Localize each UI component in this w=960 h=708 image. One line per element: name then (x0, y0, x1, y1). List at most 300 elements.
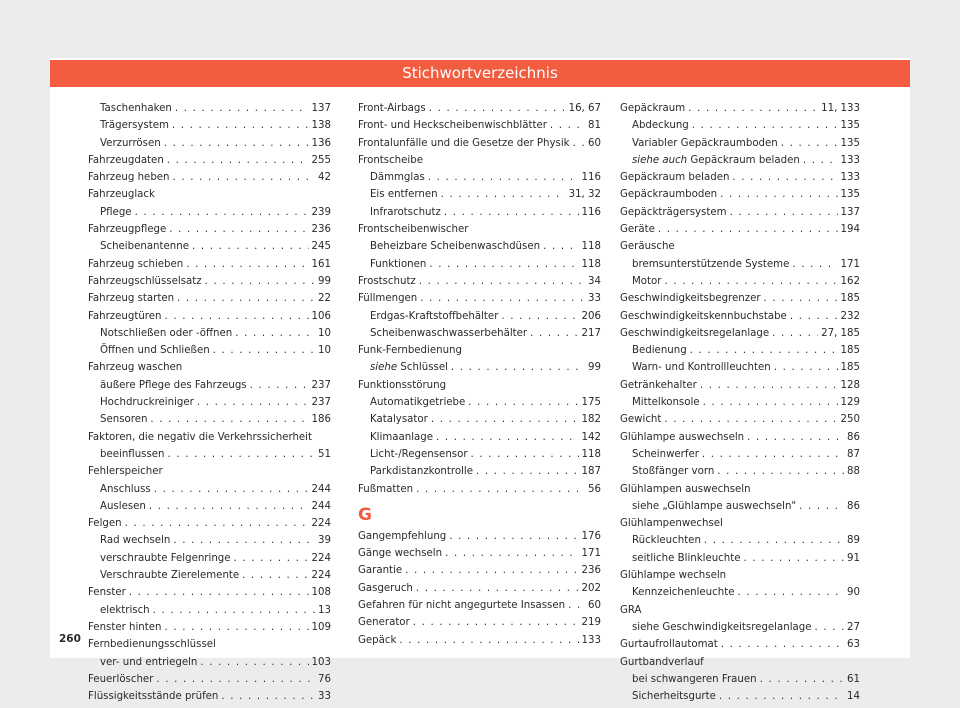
entry-term (620, 152, 800, 169)
entry-term (88, 498, 146, 515)
entry-text: Katalysator (370, 414, 428, 426)
entry-term (88, 117, 169, 134)
dot-leader (760, 671, 844, 688)
index-subentry (358, 308, 601, 325)
entry-page-ref[interactable]: 194 (840, 224, 860, 236)
entry-page-ref[interactable]: 135 (840, 137, 860, 149)
entry-text: Flüssigkeitsstände prüfen (88, 691, 219, 703)
entry-page-ref[interactable]: 236 (581, 565, 601, 577)
entry-text: Gänge wechseln (358, 548, 443, 560)
entry-text: Front-Airbags (358, 103, 426, 114)
entry-page-ref[interactable]: 135 (840, 120, 860, 132)
entry-term (620, 342, 687, 359)
entry-term (620, 498, 796, 515)
entry-term (358, 545, 442, 562)
index-entry (358, 481, 601, 498)
dot-leader (221, 688, 315, 705)
entry-term (88, 515, 122, 532)
entry-term (358, 152, 423, 169)
entry-page-ref[interactable]: 175 (581, 397, 601, 409)
entry-text: Fernbedienungsschlüssel (88, 639, 216, 651)
entry-text: Feuerlöscher (88, 673, 154, 685)
entry-text: Trägersystem (100, 120, 169, 132)
entry-text: Geschwindigkeitsbegrenzer (620, 293, 761, 305)
entry-page-ref[interactable]: 133 (840, 154, 860, 166)
entry-page-ref[interactable]: 202 (581, 582, 601, 594)
dot-leader (471, 446, 579, 463)
index-column-1 (88, 100, 331, 705)
dot-leader (658, 221, 838, 238)
dot-leader (173, 532, 315, 549)
entry-prefix: siehe auch (632, 154, 688, 166)
entry-text: Gurtbandverlauf (620, 656, 704, 668)
index-entry (358, 117, 601, 134)
entry-term (358, 204, 441, 221)
entry-text: Dämmglas (370, 172, 425, 184)
entry-page-ref[interactable]: 224 (311, 570, 331, 582)
index-subentry (620, 342, 860, 359)
dot-leader (781, 135, 838, 152)
entry-page-ref[interactable]: 33 (588, 293, 601, 305)
entry-page-ref[interactable]: 186 (311, 414, 331, 426)
index-subentry (358, 463, 601, 480)
entry-page-ref[interactable]: 133 (840, 172, 860, 184)
entry-text: Frostschutz (358, 275, 416, 287)
index-entry (620, 290, 860, 307)
entry-page-ref[interactable]: 106 (311, 310, 331, 322)
entry-page-ref[interactable]: 13 (318, 604, 331, 616)
entry-page-ref[interactable]: 118 (581, 448, 601, 460)
entry-page-ref[interactable]: 86 (847, 500, 860, 512)
index-entry (620, 169, 860, 186)
index-entry (620, 602, 860, 619)
entry-page-ref[interactable]: 88 (847, 466, 860, 478)
entry-page-ref[interactable]: 224 (311, 552, 331, 564)
entry-text: Frontalunfälle und die Gesetze der Physik (358, 137, 570, 149)
dot-leader (235, 325, 315, 342)
entry-page-ref[interactable]: 33 (318, 691, 331, 703)
entry-page-ref[interactable]: 108 (311, 587, 331, 599)
entry-term (88, 394, 194, 411)
entry-page-ref[interactable]: 142 (581, 431, 601, 443)
entry-term (88, 325, 232, 342)
dot-leader (764, 290, 838, 307)
entry-term (88, 688, 218, 705)
entry-text: elektrisch (100, 604, 150, 616)
index-subentry (358, 411, 601, 428)
entry-page-ref[interactable]: 89 (847, 535, 860, 547)
index-subentry (358, 204, 601, 221)
index-entry (358, 545, 601, 562)
entry-text: Fahrzeugdaten (88, 154, 164, 166)
entry-page-ref[interactable]: 10 (318, 327, 331, 339)
entry-page-ref[interactable]: 137 (840, 206, 860, 218)
index-entry (88, 359, 331, 376)
entry-page-ref[interactable]: 129 (840, 397, 860, 409)
dot-leader (436, 429, 579, 446)
entry-page-ref[interactable]: 60 (588, 137, 601, 149)
entry-page-ref[interactable]: 56 (588, 483, 601, 495)
entry-text: Getränkehalter (620, 379, 697, 391)
entry-text: Verschraubte Zierelemente (100, 570, 240, 582)
entry-page-ref[interactable]: 236 (311, 224, 331, 236)
index-entry (620, 515, 860, 532)
dot-leader (792, 256, 837, 273)
entry-text: Fahrzeuglack (88, 189, 155, 201)
index-subentry (358, 169, 601, 186)
entry-text: beeinflussen (100, 448, 165, 460)
entry-page-ref[interactable]: 61 (847, 673, 860, 685)
entry-text: Fahrzeug waschen (88, 362, 183, 374)
entry-text: Motor (632, 275, 662, 287)
entry-term (88, 636, 216, 653)
entry-page-ref[interactable]: 224 (311, 518, 331, 530)
entry-page-ref[interactable]: 162 (840, 275, 860, 287)
page-title: Stichwortverzeichnis (402, 64, 558, 82)
entry-term (88, 550, 231, 567)
entry-term (88, 463, 163, 480)
dot-leader (164, 135, 309, 152)
page-header (50, 60, 910, 87)
dot-leader (168, 446, 316, 463)
entry-page-ref[interactable]: 187 (581, 466, 601, 478)
dot-leader (213, 342, 315, 359)
entry-term (358, 100, 426, 117)
dot-leader (153, 602, 315, 619)
entry-text: Funktionen (370, 258, 427, 270)
entry-term (88, 290, 174, 307)
entry-page-ref[interactable]: 14 (847, 691, 860, 703)
entry-term (88, 429, 312, 446)
entry-text: Mittelkonsole (632, 397, 700, 409)
entry-page-ref[interactable]: 99 (318, 275, 331, 287)
entry-text: Fahrzeug schieben (88, 258, 184, 270)
entry-page-ref[interactable]: 39 (318, 535, 331, 547)
entry-text: Beheizbare Scheibenwaschdüsen (370, 241, 541, 253)
entry-text: Geräte (620, 224, 655, 236)
entry-page-ref[interactable]: 237 (311, 379, 331, 391)
index-entry (620, 567, 860, 584)
entry-term (620, 463, 714, 480)
dot-leader (790, 308, 838, 325)
dot-leader (573, 135, 585, 152)
dot-leader (429, 100, 566, 117)
index-entry (88, 273, 331, 290)
entry-page-ref[interactable]: 118 (581, 258, 601, 270)
entry-term (620, 567, 726, 584)
index-entry (358, 100, 601, 117)
index-entry (88, 169, 331, 186)
entry-page-ref[interactable]: 161 (311, 258, 331, 270)
dot-leader (250, 377, 309, 394)
entry-text: Gepäck (358, 634, 397, 646)
entry-page-ref[interactable]: 81 (588, 120, 601, 132)
entry-text: Glühlampen auswechseln (620, 483, 751, 495)
index-subentry (88, 446, 331, 463)
entry-term (358, 597, 565, 614)
index-subentry (620, 532, 860, 549)
entry-text: Faktoren, die negativ die Verkehrssicherheit (88, 431, 313, 443)
index-subentry (88, 204, 331, 221)
entry-page-ref[interactable]: 250 (840, 414, 860, 426)
entry-text: Geschwindigkeitsregelanlage (620, 327, 770, 339)
entry-page-ref[interactable]: 244 (311, 483, 331, 495)
dot-leader (692, 117, 838, 134)
entry-page-ref[interactable]: 34 (588, 275, 601, 287)
dot-leader (815, 619, 845, 636)
index-entry (620, 308, 860, 325)
entry-text: Warn- und Kontrollleuchten (632, 362, 771, 374)
entry-page-ref[interactable]: 182 (581, 414, 601, 426)
entry-term (358, 238, 540, 255)
entry-page-ref[interactable]: 245 (311, 241, 331, 253)
dot-leader (704, 532, 844, 549)
entry-page-ref[interactable]: 99 (588, 362, 601, 374)
index-entry (620, 238, 860, 255)
entry-page-ref[interactable]: 185 (840, 293, 860, 305)
entry-page-ref[interactable]: 138 (311, 120, 331, 132)
dot-leader (429, 256, 578, 273)
dot-leader (135, 204, 309, 221)
entry-page-ref[interactable]: 244 (311, 500, 331, 512)
entry-page-ref[interactable]: 63 (847, 639, 860, 651)
dot-leader (405, 562, 578, 579)
index-subentry (358, 446, 601, 463)
entry-term (88, 446, 165, 463)
dot-leader (703, 394, 838, 411)
entry-text: Fahrzeugtüren (88, 310, 162, 322)
dot-leader (165, 619, 309, 636)
entry-page-ref[interactable]: 133 (581, 634, 601, 646)
index-subentry (88, 342, 331, 359)
entry-page-ref[interactable]: 116 (581, 206, 601, 218)
entry-page-ref[interactable]: 217 (581, 327, 601, 339)
dot-leader (167, 152, 309, 169)
dot-leader (717, 463, 844, 480)
entry-term (88, 152, 164, 169)
entry-text: Glühlampenwechsel (620, 518, 723, 530)
dot-leader (774, 359, 838, 376)
entry-term (358, 377, 446, 394)
index-subentry (620, 135, 860, 152)
entry-page-ref[interactable]: 255 (311, 154, 331, 166)
entry-text: Generator (358, 617, 410, 629)
index-entry (88, 619, 331, 636)
entry-term (620, 584, 734, 601)
entry-text: Gepäckraum (620, 103, 686, 114)
entry-text: Sensoren (100, 414, 148, 426)
entry-term (358, 325, 527, 342)
index-subentry (358, 186, 601, 203)
index-entry (620, 411, 860, 428)
entry-term (620, 256, 789, 273)
entry-text: Gefahren für nicht angegurtete Insassen (358, 600, 566, 612)
entry-text: Gasgeruch (358, 582, 413, 594)
entry-page-ref[interactable]: 76 (318, 673, 331, 685)
entry-text: Taschenhaken (100, 103, 172, 114)
dot-leader (234, 550, 309, 567)
entry-term (88, 532, 170, 549)
index-subentry (88, 532, 331, 549)
dot-leader (165, 308, 309, 325)
index-entry (620, 636, 860, 653)
dot-leader (419, 273, 585, 290)
entry-text: Scheinwerfer (632, 448, 699, 460)
index-subentry (620, 688, 860, 705)
entry-text: Stoßfänger vorn (632, 466, 715, 478)
index-subentry (358, 359, 601, 376)
index-entry (358, 273, 601, 290)
entry-page-ref[interactable]: 171 (840, 258, 860, 270)
dot-leader (747, 429, 844, 446)
dot-leader (664, 273, 837, 290)
entry-term (358, 135, 570, 152)
entry-text: Pflege (100, 206, 132, 218)
entry-text: bremsunterstützende Systeme (632, 258, 790, 270)
entry-text: Abdeckung (632, 120, 689, 132)
entry-page-ref[interactable]: 136 (311, 137, 331, 149)
index-subentry (620, 584, 860, 601)
entry-text: Gurtaufrollautomat (620, 639, 718, 651)
entry-page-ref[interactable]: 118 (581, 241, 601, 253)
index-entry (358, 377, 601, 394)
entry-text: Fahrzeug starten (88, 293, 175, 305)
entry-text: Rückleuchten (632, 535, 701, 547)
dot-leader (177, 290, 315, 307)
entry-term (88, 221, 166, 238)
entry-page-ref[interactable]: 237 (311, 397, 331, 409)
dot-leader (420, 290, 585, 307)
index-entry (88, 308, 331, 325)
entry-text: Schlüssel (400, 362, 448, 374)
entry-page-ref[interactable]: 171 (581, 548, 601, 560)
entry-page-ref[interactable]: 60 (588, 600, 601, 612)
entry-text: Parkdistanzkontrolle (370, 466, 474, 478)
entry-term (88, 256, 183, 273)
index-entry (358, 614, 601, 631)
entry-page-ref[interactable]: 27 (847, 621, 860, 633)
index-subentry (358, 429, 601, 446)
entry-term (358, 221, 468, 238)
entry-page-ref[interactable]: 137 (311, 103, 331, 114)
entry-term (88, 308, 162, 325)
entry-page-ref[interactable]: 27, 185 (821, 327, 860, 339)
entry-term (358, 256, 426, 273)
entry-term (358, 632, 396, 649)
index-entry (358, 152, 601, 169)
entry-term (88, 273, 202, 290)
index-entry (88, 671, 331, 688)
entry-page-ref[interactable]: 22 (318, 293, 331, 305)
entry-page-ref[interactable]: 116 (581, 172, 601, 184)
index-subentry (88, 238, 331, 255)
entry-term (620, 308, 787, 325)
entry-page-ref[interactable]: 87 (847, 448, 860, 460)
entry-page-ref[interactable]: 219 (581, 617, 601, 629)
index-subentry (88, 135, 331, 152)
index-entry (88, 221, 331, 238)
entry-text: Variabler Gepäckraumboden (632, 137, 778, 149)
dot-leader (449, 528, 578, 545)
entry-page-ref[interactable]: 91 (847, 552, 860, 564)
entry-page-ref[interactable]: 90 (847, 587, 860, 599)
dot-leader (732, 169, 837, 186)
dot-leader (702, 446, 844, 463)
dot-leader (543, 238, 578, 255)
index-entry (88, 584, 331, 601)
entry-page-ref[interactable]: 31, 32 (568, 189, 601, 201)
entry-text: Licht-/Regensensor (370, 448, 468, 460)
index-entry (620, 481, 860, 498)
entry-text: Scheibenwaschwasserbehälter (370, 327, 528, 339)
entry-page-ref[interactable]: 128 (840, 379, 860, 391)
entry-term (88, 654, 197, 671)
entry-term (358, 614, 410, 631)
dot-leader (441, 186, 566, 203)
entry-page-ref[interactable]: 103 (311, 656, 331, 668)
entry-term (620, 429, 744, 446)
index-column-3 (620, 100, 860, 705)
entry-page-ref[interactable]: 51 (318, 448, 331, 460)
entry-page-ref[interactable]: 86 (847, 431, 860, 443)
index-entry (358, 632, 601, 649)
entry-term (358, 562, 402, 579)
entry-text: seitliche Blinkleuchte (632, 552, 741, 564)
entry-page-ref[interactable]: 16, 67 (568, 103, 601, 114)
entry-page-ref[interactable]: 135 (840, 189, 860, 201)
entry-text: Funk-Fernbedienung (358, 345, 462, 357)
entry-term (620, 636, 718, 653)
dot-leader (476, 463, 579, 480)
entry-page-ref[interactable]: 109 (311, 621, 331, 633)
entry-page-ref[interactable]: 185 (840, 362, 860, 374)
entry-text: Funktionsstörung (358, 379, 447, 391)
entry-page-ref[interactable]: 10 (318, 345, 331, 357)
entry-text: Frontscheibe (358, 154, 423, 166)
entry-term (358, 429, 433, 446)
entry-term (358, 446, 468, 463)
entry-page-ref[interactable]: 232 (840, 310, 860, 322)
index-subentry (358, 238, 601, 255)
index-entry (88, 256, 331, 273)
entry-page-ref[interactable]: 176 (581, 530, 601, 542)
index-subentry (620, 619, 860, 636)
index-entry (358, 580, 601, 597)
entry-term (358, 463, 473, 480)
entry-term (620, 325, 769, 342)
entry-page-ref[interactable]: 239 (311, 206, 331, 218)
entry-page-ref[interactable]: 11, 133 (821, 103, 860, 114)
entry-text: Geräusche (620, 241, 675, 253)
entry-term (620, 186, 717, 203)
entry-text: Klimaanlage (370, 431, 434, 443)
entry-term (620, 550, 741, 567)
index-subentry (88, 377, 331, 394)
entry-page-ref[interactable]: 206 (581, 310, 601, 322)
entry-term (88, 377, 247, 394)
entry-page-ref[interactable]: 42 (318, 172, 331, 184)
index-subentry (88, 602, 331, 619)
entry-text: Gepäckraumboden (620, 189, 718, 201)
entry-text: Erdgas-Kraftstoffbehälter (370, 310, 499, 322)
dot-leader (501, 308, 578, 325)
dot-leader (431, 411, 579, 428)
index-entry (358, 290, 601, 307)
index-entry (358, 528, 601, 545)
entry-text: Geschwindigkeitskennbuchstabe (620, 310, 787, 322)
entry-page-ref[interactable]: 185 (840, 345, 860, 357)
index-subentry (358, 394, 601, 411)
